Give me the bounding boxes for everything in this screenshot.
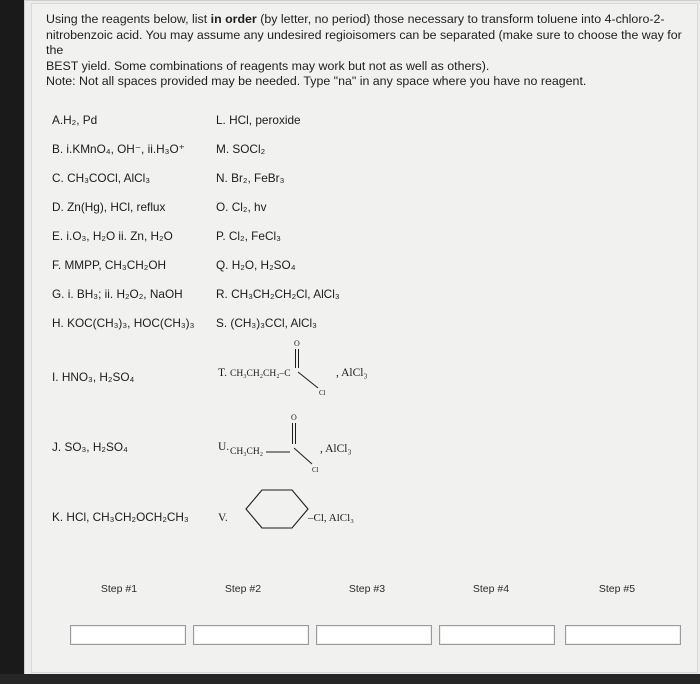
reagent-v bbox=[216, 486, 376, 537]
reagent-j: J. SO₃, H₂SO₄ bbox=[52, 440, 128, 454]
reagent-v-suffix: –Cl, AlCl₃ bbox=[308, 512, 355, 524]
reagent-e: E. i.O₃, H₂O ii. Zn, H₂O bbox=[52, 229, 173, 243]
reagent-t-chain: CH₃CH₂CH₂–C bbox=[230, 369, 291, 379]
propanoyl-chloride-structure bbox=[216, 412, 386, 478]
question-line-1-end: (by letter, no period) those necessary to transform toluene into 4-chloro-2- bbox=[256, 12, 665, 26]
reagent-s: S. (CH₃)₃CCl, AlCl₃ bbox=[216, 316, 317, 330]
reagent-n: N. Br₂, FeBr₃ bbox=[216, 171, 285, 185]
reagent-a: A.H₂, Pd bbox=[52, 113, 98, 127]
reagent-t-bond-cl bbox=[298, 372, 318, 388]
question-line-1 bbox=[46, 12, 696, 28]
reagent-v-prefix: V. bbox=[218, 512, 228, 524]
reagent-h: H. KOC(CH₃)₃, HOC(CH₃)₃ bbox=[52, 316, 195, 330]
reagent-u-prefix: U. bbox=[218, 441, 230, 453]
reagent-u bbox=[216, 412, 386, 483]
step-1-input[interactable] bbox=[70, 625, 186, 645]
step-label-1: Step #1 bbox=[100, 583, 138, 595]
step-label-5: Step #5 bbox=[598, 583, 636, 595]
step-5-input[interactable] bbox=[565, 625, 681, 645]
cyclohexane-ring bbox=[246, 490, 308, 528]
question-line-1-start: Using the reagents below, list bbox=[46, 12, 211, 26]
question-line-4: Note: Not all spaces provided may be needed. Type "na" in any space where you have no reagent. bbox=[46, 74, 587, 88]
step-label-4: Step #4 bbox=[472, 583, 510, 595]
reagent-g: G. i. BH₃; ii. H₂O₂, NaOH bbox=[52, 287, 183, 301]
reagent-b: B. i.KMnO₄, OH⁻, ii.H₃O⁺ bbox=[52, 142, 185, 156]
reagent-f: F. MMPP, CH₃CH₂OH bbox=[52, 258, 167, 272]
question-emphasis: in order bbox=[210, 12, 257, 26]
reagent-t-oxygen: O bbox=[294, 339, 300, 348]
reagent-m: M. SOCl₂ bbox=[216, 142, 266, 156]
reagent-u-suffix: , AlCl₃ bbox=[320, 443, 352, 455]
reagent-t-suffix: , AlCl₃ bbox=[336, 367, 368, 379]
question-line-2: nitrobenzoic acid. You may assume any undesired regioisomers can be separated (make sure to choose the way for the bbox=[46, 27, 682, 57]
reagent-k: K. HCl, CH₃CH₂OCH₂CH₃ bbox=[52, 510, 189, 524]
reagent-l: L. HCl, peroxide bbox=[216, 113, 301, 127]
cyclohexyl-chloride-structure bbox=[216, 486, 376, 532]
reagent-r: R. CH₃CH₂CH₂Cl, AlCl₃ bbox=[216, 287, 340, 301]
reagent-u-bond-cl bbox=[294, 448, 312, 464]
bottom-edge bbox=[0, 674, 700, 684]
reagent-q: Q. H₂O, H₂SO₄ bbox=[216, 258, 296, 272]
step-4-input[interactable] bbox=[439, 625, 555, 645]
reagent-t bbox=[216, 338, 386, 407]
reagent-u-chlorine: Cl bbox=[312, 466, 319, 474]
reagent-t-prefix: T. bbox=[218, 367, 228, 379]
reagent-p: P. Cl₂, FeCl₃ bbox=[216, 229, 281, 243]
step-label-2: Step #2 bbox=[224, 583, 262, 595]
reagent-c: C. CH₃COCl, AlCl₃ bbox=[52, 171, 151, 185]
question-line-3: BEST yield. Some combinations of reagents may work but not as well as others). bbox=[46, 58, 490, 73]
reagent-i: I. HNO₃, H₂SO₄ bbox=[52, 370, 135, 384]
reagent-t-chlorine: Cl bbox=[319, 389, 326, 397]
butanoyl-chloride-structure bbox=[216, 338, 386, 402]
question-text bbox=[46, 12, 696, 90]
step-2-input[interactable] bbox=[193, 625, 309, 645]
reagent-o: O. Cl₂, hv bbox=[216, 200, 267, 214]
step-label-3: Step #3 bbox=[348, 583, 386, 595]
reagent-u-chain: CH₃CH₂ bbox=[230, 447, 264, 457]
reagent-d: D. Zn(Hg), HCl, reflux bbox=[52, 200, 166, 214]
step-3-input[interactable] bbox=[316, 625, 432, 645]
reagent-u-oxygen: O bbox=[291, 413, 297, 422]
